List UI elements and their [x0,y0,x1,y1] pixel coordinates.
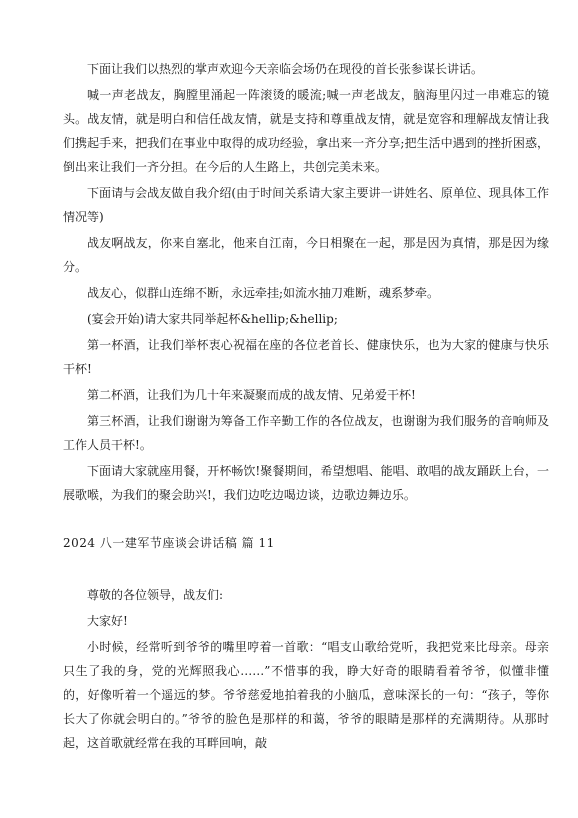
paragraph-salutation: 尊敬的各位领导，战友们: [87,588,224,602]
document-body [63,57,549,755]
paragraph-self-introduction: 下面请与会战友做自我介绍(由于时间关系请大家主要讲一讲姓名、原单位、现具体工作情况等) [63,186,549,224]
paragraph-comrade-friendship: 喊一声老战友，胸膛里涌起一阵滚烫的暖流;喊一声老战友，脑海里闪过一串难忘的镜头。战友情，就是明白和信任战友情，就是支持和尊重战友情，就是宽容和理解战友情让我们携起手来，把我们在事业中取得的成功经验，拿出来一齐分享;把生活中遇到的挫折困惑，倒出来让我们一齐分担。在今后的人生路上，共创完美未来。 [63,88,549,174]
paragraph-dinner-invitation: 下面请大家就座用餐，开杯畅饮!聚餐期间，希望想唱、能唱、敢唱的战友踊跃上台，一展歌喉，为我们的聚会助兴!，我们边吃边喝边谈，边歌边舞边乐。 [63,464,549,502]
paragraph-first-toast: 第一杯酒，让我们举杯衷心祝福在座的各位老首长、健康快乐，也为大家的健康与快乐干杯! [63,338,549,376]
section-heading: 2024 八一建军节座谈会讲话稿 篇 11 [63,536,275,550]
paragraph-north-and-south: 战友啊战友，你来自塞北，他来自江南，今日相聚在一起，那是因为真情，那是因为缘分。 [63,236,549,274]
paragraph-comrade-heart: 战友心，似群山连绵不断，永远牵挂;如流水抽刀难断，魂系梦牵。 [87,286,440,300]
spacer [63,507,549,531]
paragraph-banquet-start: (宴会开始)请大家共同举起杯&hellip;&hellip; [87,312,338,326]
paragraph-second-toast: 第二杯酒，让我们为几十年来凝聚而成的战友情、兄弟爱干杯! [87,388,416,402]
spacer [63,555,549,583]
paragraph-welcome-chief: 下面让我们以热烈的掌声欢迎今天亲临会场仍在现役的首长张参谋长讲话。 [87,62,484,76]
paragraph-third-toast: 第三杯酒，让我们谢谢为筹备工作辛勤工作的各位战友，也谢谢为我们服务的音响师及工作人员干杯!。 [63,414,549,452]
paragraph-childhood-memory: 小时候，经常听到爷爷的嘴里哼着一首歌：“唱支山歌给党听，我把党来比母亲。母亲只生了我的身，党的光辉照我心……”不惜事的我，睁大好奇的眼睛看着爷爷，似懂非懂的，好像听着一个遥远的梦。爷爷慈爱地拍着我的小脑瓜，意味深长的一句：“孩子，等你长大了你就会明白的。”爷爷的脸色是那样的和蔼，爷爷的眼睛是那样的充满期待。从那时起，这首歌就经常在我的耳畔回响，敲 [63,640,549,750]
paragraph-greeting: 大家好! [87,614,128,628]
